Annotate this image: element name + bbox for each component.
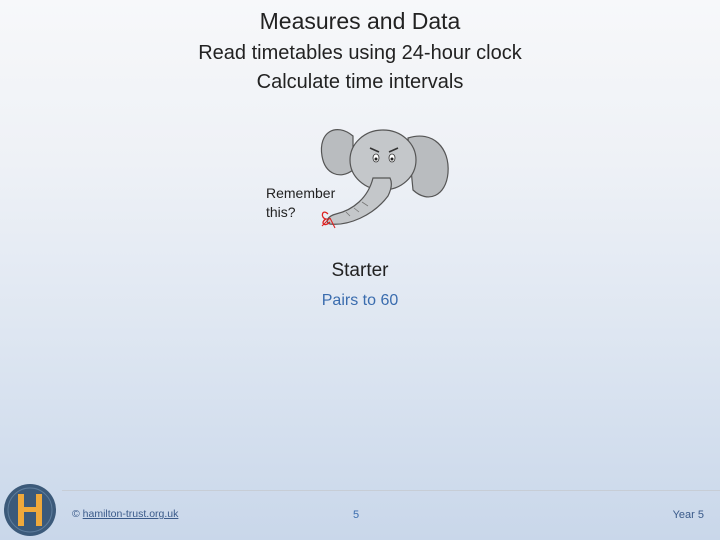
- slide-subtitle-line1: Read timetables using 24-hour clock: [198, 42, 522, 64]
- copyright-link[interactable]: hamilton-trust.org.uk: [82, 508, 179, 520]
- slide-subtitle-line2: Calculate time intervals: [256, 71, 464, 93]
- footer-divider: [62, 490, 720, 491]
- hamilton-logo-icon: [3, 483, 57, 537]
- slide-title: Measures and Data: [259, 8, 461, 34]
- section-subheading: Pairs to 60: [321, 292, 399, 309]
- image-caption-line1: Remember: [266, 185, 336, 201]
- image-caption-line2: this?: [266, 204, 296, 220]
- year-label: Year 5: [672, 509, 704, 521]
- copyright-symbol: ©: [72, 508, 80, 520]
- copyright-notice: [72, 508, 178, 520]
- section-heading: Starter: [331, 260, 389, 281]
- page-number: 5: [353, 509, 360, 521]
- image-caption: [266, 184, 335, 222]
